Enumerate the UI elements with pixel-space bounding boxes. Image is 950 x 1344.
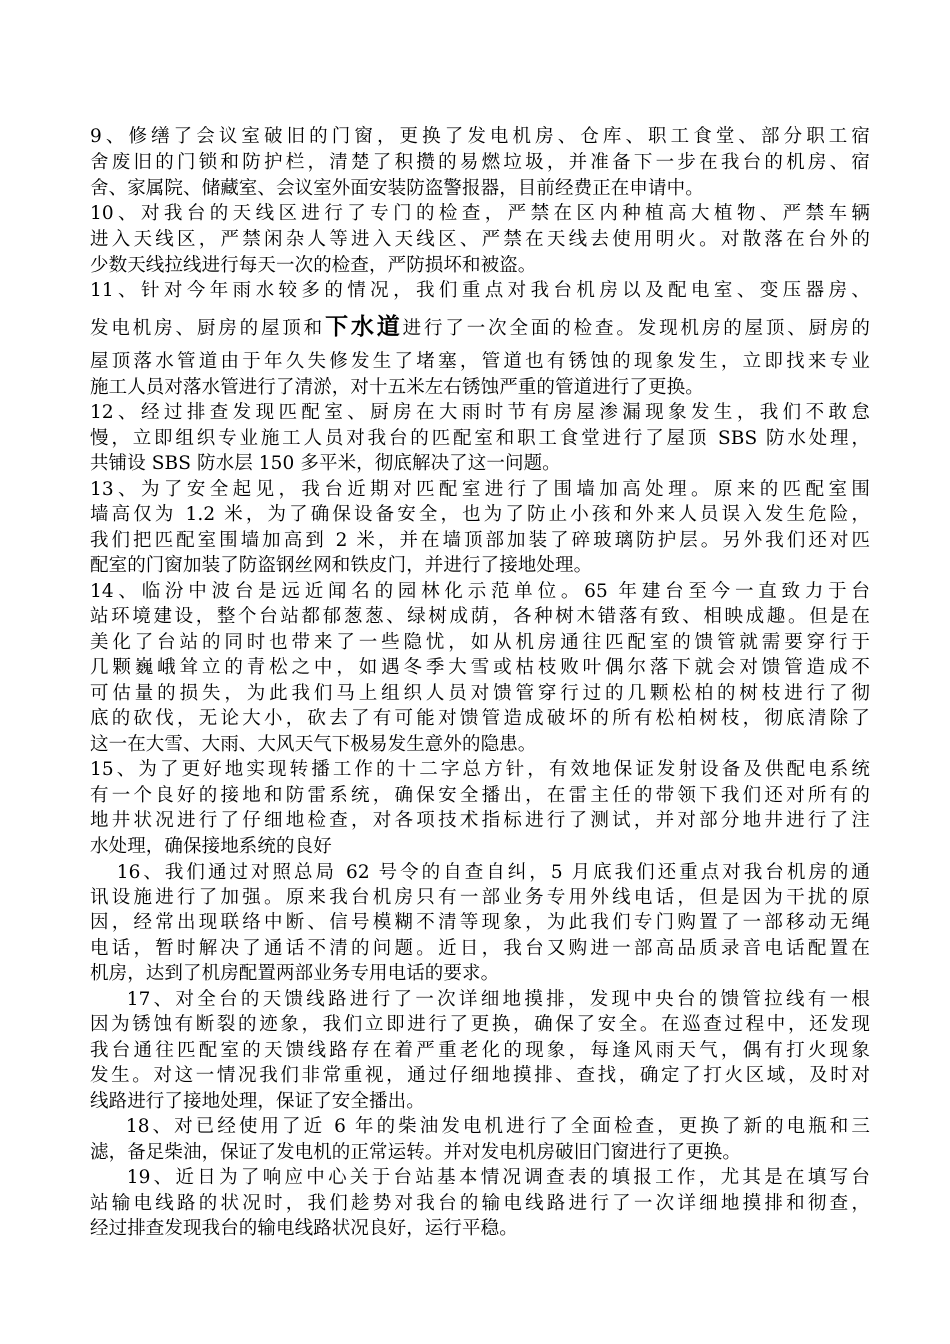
- text-line: [90, 655, 870, 681]
- line-text: 经过排查发现匹配室、厨房在大雨时节有房屋渗漏现象发生，我们不敢怠: [140, 402, 871, 423]
- text-line: [90, 732, 870, 758]
- line-text: 进行了一次全面的检查。发现机房的屋顶、厨房的: [402, 318, 870, 339]
- line-text: 为了安全起见，我台近期对匹配室进行了围墙加高处理。原来的匹配室围: [140, 479, 871, 500]
- text-line: [90, 860, 870, 886]
- text-line: [90, 253, 870, 279]
- text-line: [90, 1216, 870, 1242]
- text-line: [90, 349, 870, 375]
- text-line: [90, 987, 870, 1013]
- line-text: 美化了台站的同时也带来了一些隐忧，如从机房通往匹配室的馈管就需要穿行于: [90, 632, 870, 653]
- text-line: [90, 808, 870, 834]
- line-text: 水处理，确保接地系统的良好: [90, 836, 332, 857]
- line-text: 站输电线路的状况时，我们趁势对我台的输电线路进行了一次详细地摸排和彻查，: [90, 1193, 870, 1214]
- line-text: 我们把匹配室围墙加高到 2 米，并在墙顶部加装了碎玻璃防护层。另外我们还对匹: [90, 530, 870, 551]
- text-line: [90, 579, 870, 605]
- line-text: 因为锈蚀有断裂的迹象，我们立即进行了更换，确保了安全。在巡查过程中，还发现: [90, 1014, 870, 1035]
- text-line: [90, 1063, 870, 1089]
- text-line: [90, 681, 870, 707]
- text-line: [90, 757, 870, 783]
- text-line: [90, 176, 870, 202]
- line-text: 修缮了会议室破旧的门窗，更换了发电机房、仓库、职工食堂、部分职工宿: [128, 126, 870, 147]
- text-line: [90, 706, 870, 732]
- text-line: [90, 1165, 870, 1191]
- line-text: 几颗巍峨耸立的青松之中，如遇冬季大雪或枯枝败叶偶尔落下就会对馈管造成不: [90, 657, 870, 678]
- text-line: [90, 553, 870, 579]
- text-line: [90, 400, 870, 426]
- line-text: 我台通往匹配室的天馈线路存在着严重老化的现象，每逢风雨天气，偶有打火现象: [90, 1040, 870, 1061]
- text-line: [90, 227, 870, 253]
- text-line: [90, 124, 870, 150]
- line-text: 舍废旧的门锁和防护栏，清楚了积攒的易燃垃圾，并准备下一步在我台的机房、宿: [90, 152, 870, 173]
- text-line: [90, 1140, 870, 1166]
- text-line: [90, 451, 870, 477]
- text-line: [90, 150, 870, 176]
- line-text: 舍、家属院、储藏室、会议室外面安装防盗警报器，目前经费正在申请中。: [90, 178, 704, 199]
- line-text: 17、对全台的天馈线路进行了一次详细地摸排，发现中央台的馈管拉线有一根: [90, 989, 870, 1010]
- line-text: 底的砍伐，无论大小，砍去了有可能对馈管造成破坏的所有松柏树枝，彻底清除了: [90, 708, 870, 729]
- line-text: 临汾中波台是远近闻名的园林化示范单位。65 年建台至今一直致力于台: [141, 581, 870, 602]
- text-line: [90, 1191, 870, 1217]
- text-line: [90, 961, 870, 987]
- line-text: 有一个良好的接地和防雷系统，确保安全播出，在雷主任的带领下我们还对所有的: [90, 785, 870, 806]
- line-text: 机房，达到了机房配置两部业务专用电话的要求。: [90, 963, 500, 984]
- line-text: 屋顶落水管道由于年久失修发生了堵塞，管道也有锈蚀的现象发生，立即找来专业: [90, 351, 870, 372]
- line-text: 经过排查发现我台的输电线路状况良好，运行平稳。: [90, 1218, 518, 1239]
- line-text: 墙高仅为 1.2 米，为了确保设备安全，也为了防止小孩和外来人员误入发生危险，: [90, 504, 870, 525]
- line-text: 讯设施进行了加强。原来我台机房只有一部业务专用外线电话，但是因为干扰的原: [90, 887, 870, 908]
- highlighted-term: 下水道: [325, 314, 403, 340]
- line-text: 站环境建设，整个台站都郁葱葱、绿树成荫，各种树木错落有致、相映成趣。但是在: [90, 606, 870, 627]
- text-line: [90, 1089, 870, 1115]
- text-line: [90, 314, 870, 340]
- line-text: 发生。对这一情况我们非常重视，通过仔细地摸排、查找，确定了打火区域，及时对: [90, 1065, 870, 1086]
- line-text: 15、为了更好地实现转播工作的十二字总方针，有效地保证发射设备及供配电系统: [90, 759, 870, 780]
- item-number: 11、: [90, 280, 141, 301]
- line-text: 18、对已经使用了近 6 年的柴油发电机进行了全面检查，更换了新的电瓶和三: [90, 1116, 870, 1137]
- line-text: 线路进行了接地处理，保证了安全播出。: [90, 1091, 425, 1112]
- text-line: [90, 426, 870, 452]
- line-text: 少数天线拉线进行每天一次的检查，严防损坏和被盗。: [90, 255, 537, 276]
- line-text: 共铺设 SBS 防水层 150 多平米，彻底解决了这一问题。: [90, 453, 561, 474]
- line-text: 进入天线区，严禁闲杂人等进入天线区、严禁在天线去使用明火。对散落在台外的: [90, 229, 870, 250]
- text-line: [90, 201, 870, 227]
- text-line: [90, 502, 870, 528]
- text-line: [90, 477, 870, 503]
- text-line: [90, 834, 870, 860]
- line-text: 发电机房、厨房的屋顶和: [90, 318, 326, 339]
- line-text: 施工人员对落水管进行了清淤，对十五米左右锈蚀严重的管道进行了更换。: [90, 377, 704, 398]
- item-number: 10、: [90, 203, 141, 224]
- line-text: 对我台的天线区进行了专门的检查，严禁在区内种植高大植物、严禁车辆: [140, 203, 871, 224]
- text-line: [90, 936, 870, 962]
- text-line: [90, 604, 870, 630]
- item-number: 12、: [90, 402, 141, 423]
- line-text: 慢，立即组织专业施工人员对我台的匹配室和职工食堂进行了屋顶 SBS 防水处理，: [90, 428, 870, 449]
- line-text: 电话，暂时解决了通话不清的问题。近日，我台又购进一部高品质录音电话配置在: [90, 938, 870, 959]
- text-line: [90, 375, 870, 401]
- text-line: [90, 1114, 870, 1140]
- text-line: [90, 1038, 870, 1064]
- line-text: 地井状况进行了仔细地检查，对各项技术指标进行了测试，并对部分地井进行了注: [90, 810, 870, 831]
- text-line: [90, 1012, 870, 1038]
- item-number: 14、: [90, 581, 142, 602]
- line-text: 这一在大雪、大雨、大风天气下极易发生意外的隐患。: [90, 734, 537, 755]
- line-text: 可估量的损失，为此我们马上组织人员对馈管穿行过的几颗松柏的树枝进行了彻: [90, 683, 870, 704]
- line-text: 配室的门窗加装了防盗钢丝网和铁皮门，并进行了接地处理。: [90, 555, 593, 576]
- line-text: 19、近日为了响应中心关于台站基本情况调查表的填报工作，尤其是在填写台: [90, 1167, 870, 1188]
- line-text: 滤，备足柴油，保证了发电机的正常运转。并对发电机房破旧门窗进行了更换。: [90, 1142, 742, 1163]
- text-line: [90, 278, 870, 304]
- line-text: 针对今年雨水较多的情况，我们重点对我台机房以及配电室、变压器房、: [140, 280, 871, 301]
- item-number: 13、: [90, 479, 141, 500]
- text-line: [90, 783, 870, 809]
- line-text: 因，经常出现联络中断、信号模糊不清等现象，为此我们专门购置了一部移动无绳: [90, 912, 870, 933]
- text-line: [90, 910, 870, 936]
- line-text: 16、我们通过对照总局 62 号令的自查自纠，5 月底我们还重点对我台机房的通: [90, 862, 870, 883]
- text-line: [90, 885, 870, 911]
- text-line: [90, 630, 870, 656]
- text-line: [90, 528, 870, 554]
- item-number: 9、: [90, 126, 129, 147]
